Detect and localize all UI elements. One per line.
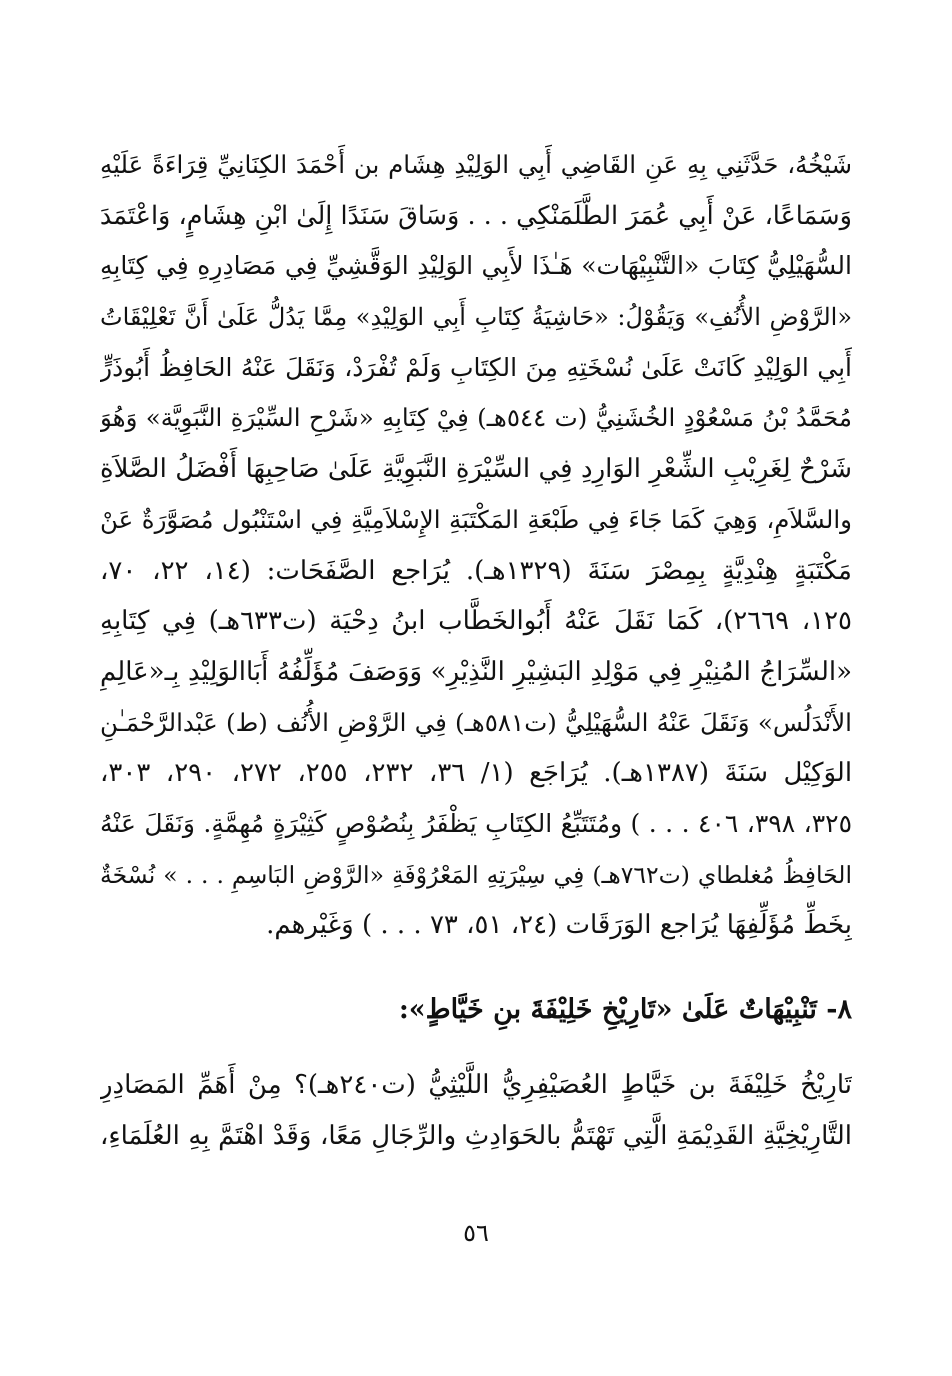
text-line: الأَنْدَلُس» وَنَقَلَ عَنْهُ السُّهَيْلِيُّ (ت٥٨١هـ) فِي الرَّوْضِ الأُنُف (ط) عَبْدالرَّحْمَـٰنِ (100, 707, 852, 737)
body-paragraph-1 (100, 140, 852, 951)
text-line: مُحَمَّدُ بْنُ مَسْعُوْدٍ الخُشَنِيُّ (ت ٥٤٤هـ) فِيْ كِتَابِهِ «شَرْحِ السِّيْرَةِ النَّبَوِيَّة» وَهُوَ (100, 403, 852, 433)
text-line: والسَّلاَمِ، وَهِيَ كَمَا جَاءَ فِي طَبْعَةِ المَكْتَبَةِ الإِسْلاَمِيَّةِ فِي اسْتَنْبُول مُصَوَّرَةٌ عَنْ (100, 504, 852, 534)
text-line: أَبِي الوَلِيْدِ كَانَتْ عَلَىٰ نُسْخَتِهِ مِنَ الكِتَابِ وَلَمْ تُفْرَدْ، وَنَقَلَ عَنْهُ الحَافِظُ أَبُوذَرٍّ (100, 352, 852, 382)
text-line: «السِّرَاجُ المُنِيْرِ فِي مَوْلِدِ البَشِيْرِ النَّذِيْرِ» وَوَصَفَ مُؤَلِّفُهُ أَبَاالوَلِيْدِ بِـ«عَالِمِ (100, 656, 852, 687)
text-line: ٣٢٥، ٣٩٨، ٤٠٦ . . . ) ومُتَتَبِّعُ الكِتَابِ يَظْفَرُ بِنُصُوْصٍ كَثِيْرَةٍ مُهِمَّةٍ. وَنَقَلَ عَنْهُ (100, 808, 852, 838)
text-line: تَارِيْخُ خَلِيْفَةَ بن خَيَّاطٍ العُصَيْفِرِيُّ اللَّيْثِيُّ (ت٢٤٠هـ)؟ مِنْ أَهَمِّ المَصَادِرِ (100, 1070, 852, 1100)
text-line: السُّهَيْلِيُّ كِتَابَ «التَّنْبِيْهَات» هَـٰذَا لأَبِي الوَلِيْدِ الوَقَّشِيِّ فِي مَصَادِرِهِ فِي كِتَابِهِ (100, 251, 852, 281)
text-line: وَسَمَاعًا، عَنْ أَبِي عُمَرَ الطَّلَمَنْكِي . . . وَسَاقَ سَنَدًا إِلَىٰ ابْنِ هِشَامٍ، وَاعْتَمَدَ (100, 200, 852, 231)
text-line: بِخَطِّ مُؤَلِّفِهَا يُرَاجع الوَرَقَات (٢٤، ٥١، ٧٣ . . . ) وَغَيْرهم. (266, 910, 852, 941)
text-line: الحَافِظُ مُغلطاي (ت٧٦٢هـ) فِي سِيْرَتِهِ المَعْرُوْفَةِ «الرَّوْضِ البَاسِمِ . . . » نُسْخَةٌ (100, 860, 852, 889)
body-paragraph-2 (100, 1060, 852, 1161)
text-line: ١٢٥، ٢٦٦٩)، كَمَا نَقَلَ عَنْهُ أَبُوالخَطَّاب ابنُ دِحْيَة (ت٦٣٣هـ) فِي كِتَابِهِ (100, 606, 852, 637)
text-line: شَيْخُهُ، حَدَّثَنِي بِهِ عَنِ القَاضِي أَبِي الوَلِيْدِ هِشَام بن أَحْمَدَ الكِنَانِيِّ قِرَاءَةً عَلَيْهِ (100, 150, 852, 179)
text-line: مَكْتَبَةٍ هِنْدِيَّةٍ بِمِصْرَ سَنَةَ (١٣٢٩هـ). يُرَاجع الصَّفَحَات: (١٤، ٢٢، ٧٠، (100, 555, 852, 586)
text-line: شَرْحٌ لِغَرِيْبِ الشِّعْرِ الوَارِدِ فِي السِّيْرَةِ النَّبَوِيَّةِ عَلَىٰ صَاحِبِهَا أَفْضَلُ الصَّلاَةِ (100, 454, 852, 485)
text-line: التَّارِيْخِيَّةِ القَدِيْمَةِ الَّتِي تَهْتَمُّ بالحَوَادِثِ والرِّجَالِ مَعًا، وَقَدْ اهْتَمَّ بِهِ العُلَمَاءِ، (100, 1120, 852, 1151)
text-line: الوَكِيْل سَنَةَ (١٣٨٧هـ). يُرَاجَع (١/ ٣٦، ٢٣٢، ٢٥٥، ٢٧٢، ٢٩٠، ٣٠٣، (100, 758, 852, 789)
section-heading: ٨- تَنْبِيْهَاتٌ عَلَىٰ «تَارِيْخِ خَلِيْفَةَ بنِ خَيَّاطٍ»: (398, 994, 852, 1025)
page-number: ٥٦ (463, 1219, 489, 1247)
text-line: «الرَّوْضِ الأُنُفِ» وَيَقُوْلُ: «حَاشِيَةُ كِتَابِ أَبِي الوَلِيْدِ» مِمَّا يَدُلُّ عَلَىٰ أَنَّ تَعْلِيْقَاتُ (100, 303, 852, 332)
